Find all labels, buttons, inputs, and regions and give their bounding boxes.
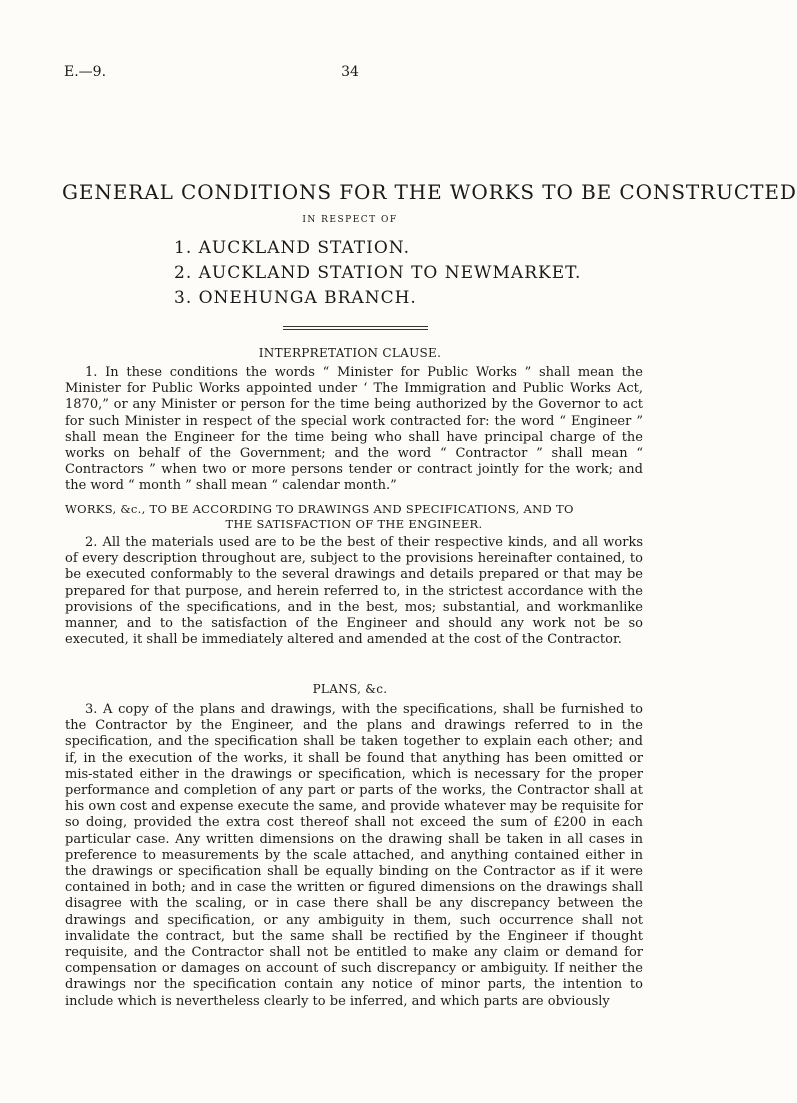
works-paragraph: 2. All the materials used are to be the best of their respective kinds, and all works of every description throughout are, subject to the provisions hereinafter contained, to be executed conformably to the several drawings and details prepared or that may be prepared for that purpose, and herein referred to, in the strictest accordance with the provisions of the specifications, and in the best, mos; substantial, and workmanlike manner, and to the satisfaction of the Engineer and should any work not be so executed, it shall be immediately altered and amended at the cost of the Contractor. — [65, 535, 643, 648]
plans-paragraph: 3. A copy of the plans and drawings, with the specifications, shall be furnished to the Contractor by the Engineer, and the plans and drawings referred to in the specification, and the specification shall be taken together to explain each other; and if, in the execution of the works, it shall be found that anything has been omitted or mis-stated either in the drawings or specification, which is necessary for the proper performance and completion of any part or parts of the works, the Contractor shall at his own cost and expense execute the same, and provide whatever may be requisite for so doing, provided the extra cost thereof shall not exceed the sum of £200 in each particular case. Any written dimensions on the drawing shall be taken in all cases in preference to measurements by the scale attached, and anything contained either in the drawings or specification shall be equally binding on the Contractor as if it were contained in both; and in case the written or figured dimensions on the drawings shall disagree with the scaling, or in case there shall be any discrepancy between the drawings and specification, or any ambiguity in them, such occurrence shall not invalidate the contract, but the same shall be rectified by the Engineer if thought requisite, and the Contractor shall not be entitled to make any claim or demand for compensation or damages on account of such discrepancy or ambiguity. If neither the drawings nor the specification contain any notice of minor parts, the intention to include which is nevertheless clearly to be inferred, and which parts are obviously — [65, 702, 643, 1009]
double-rule-bottom — [283, 329, 428, 330]
document-reference: E.—9. — [64, 64, 107, 80]
page-subtitle: IN RESPECT OF — [302, 215, 398, 225]
works-heading — [65, 502, 643, 532]
places-list — [174, 236, 581, 311]
plans-heading: PLANS, &c. — [312, 682, 388, 696]
page-number: 34 — [341, 64, 359, 80]
double-rule-top — [283, 326, 428, 327]
works-heading-line1: WORKS, &c., TO BE ACCORDING TO DRAWINGS AND SPECIFICATIONS, AND TO — [65, 502, 574, 516]
interpretation-heading: INTERPRETATION CLAUSE. — [258, 346, 442, 360]
interpretation-paragraph: 1. In these conditions the words “ Minister for Public Works ” shall mean the Minister for Public Works appointed under ‘ The Immigration and Public Works Act, 1870,” or any Minister or person for the time being authorized by the Governor to act for such Minister in respect of the special work contracted for: the word “ Engineer ” shall mean the Engineer for the time being who shall have principal charge of the works on behalf of the Government; and the word “ Contractor ” shall mean “ Contractors ” when two or more persons tender or contract jointly for the work; and the word “ month ” shall mean “ calendar month.” — [65, 365, 643, 494]
place-item: 1. AUCKLAND STATION. — [174, 238, 410, 258]
page-title: GENERAL CONDITIONS FOR THE WORKS TO BE CONSTRUCTED — [62, 180, 797, 204]
works-heading-line2: THE SATISFACTION OF THE ENGINEER. — [225, 517, 483, 531]
place-item: 2. AUCKLAND STATION TO NEWMARKET. — [174, 263, 582, 283]
place-item: 3. ONEHUNGA BRANCH. — [174, 288, 417, 308]
